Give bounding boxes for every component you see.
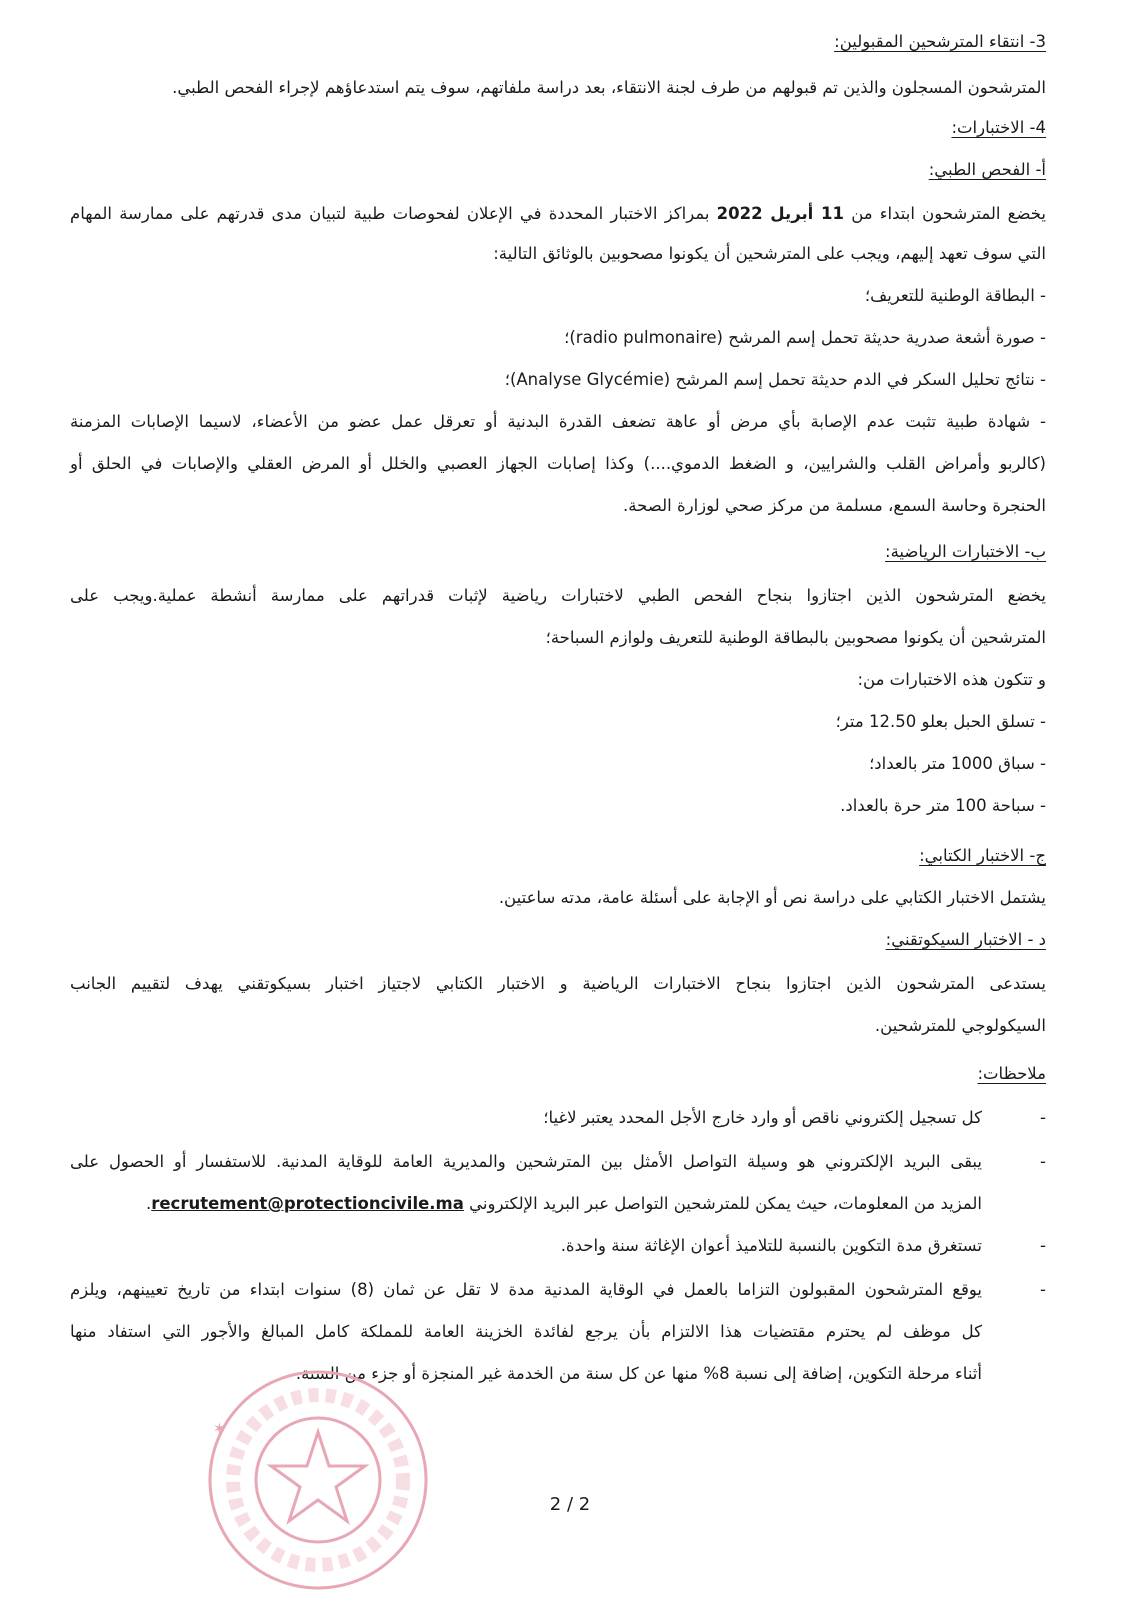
notes-heading: ملاحظات:	[977, 1064, 1046, 1083]
medical-doc-glycemia: - نتائج تحليل السكر في الدم حديثة تحمل إسم المرشح (Analyse Glycémie)؛	[504, 370, 1046, 389]
stamp-mark-icon: ✶	[212, 1419, 226, 1438]
note-email-line2: المزيد من المعلومات، حيث يمكن للمترشحين التواصل عبر البريد الإلكتروني recrutement@protectioncivile.ma.	[145, 1194, 982, 1213]
medical-doc-glycemia-ar: - نتائج تحليل السكر في الدم حديثة تحمل إسم المرشح	[675, 370, 1046, 389]
sports-line1: يخضع المترشحون الذين اجتازوا بنجاح الفحص الطبي لاختبارات رياضية لإثبات قدراتهم على ممارسة أنشطة عملية.ويجب على	[70, 586, 1046, 605]
medical-doc-glycemia-fr: (Analyse Glycémie)	[509, 370, 671, 389]
stamp-outer-ring	[210, 1372, 426, 1588]
medical-doc-xray-fr: (radio pulmonaire)	[569, 328, 723, 347]
medical-intro	[70, 202, 1046, 226]
sports-item-swim: - سباحة 100 متر حرة بالعداد.	[840, 796, 1046, 815]
medical-heading: أ- الفحص الطبي:	[928, 160, 1046, 179]
note-email-line1: يبقى البريد الإلكتروني هو وسيلة التواصل الأمثل بين المترشحين والمديرية العامة للوقاية المدنية. للاستفسار أو الحصول على	[70, 1152, 982, 1171]
medical-doc-xray-ar: - صورة أشعة صدرية حديثة تحمل إسم المرشح	[728, 328, 1046, 347]
note-email-text: المزيد من المعلومات، حيث يمكن للمترشحين التواصل عبر البريد الإلكتروني	[469, 1194, 982, 1213]
sports-item-rope: - تسلق الحبل بعلو 12.50 متر؛	[835, 712, 1046, 731]
note-commitment-line3: أثناء مرحلة التكوين، إضافة إلى نسبة 8% منها عن كل سنة من الخدمة غير المنجزة أو جزء من السنة.	[295, 1364, 982, 1383]
medical-intro-date: 11 أبريل 2022	[716, 204, 844, 223]
note-bullet: -	[1040, 1108, 1046, 1127]
medical-doc-id-card: - البطاقة الوطنية للتعريف؛	[864, 286, 1046, 305]
written-heading: ج- الاختبار الكتابي:	[919, 846, 1046, 865]
stamp-text-band	[233, 1395, 403, 1565]
note-commitment-line2: كل موظف لم يحترم مقتضيات هذا الالتزام بأن يرجع لفائدة الخزينة العامة للمملكة كامل المبالغ والأجور التي استفاد منها	[70, 1322, 982, 1341]
medical-intro-start: يخضع المترشحون ابتداء من	[851, 204, 1047, 223]
page-number: 2 / 2	[549, 1494, 591, 1515]
contact-email-link[interactable]: recrutement@protectioncivile.ma	[151, 1194, 464, 1213]
section3-heading: 3- انتقاء المترشحين المقبولين:	[834, 32, 1046, 51]
psycho-line2: السيكولوجي للمترشحين.	[874, 1016, 1046, 1035]
note-bullet: -	[1040, 1236, 1046, 1255]
note-commitment-line1: يوقع المترشحون المقبولون التزاما بالعمل في الوقاية المدنية مدة لا تقل عن ثمان (8) سنوات ابتداء من تاريخ تعيينهم، ويلزم	[70, 1280, 983, 1299]
sports-heading: ب- الاختبارات الرياضية:	[885, 542, 1046, 561]
note-incomplete-registration: كل تسجيل إلكتروني ناقص أو وارد خارج الأجل المحدد يعتبر لاغيا؛	[543, 1108, 982, 1127]
written-body: يشتمل الاختبار الكتابي على دراسة نص أو الإجابة على أسئلة عامة، مدته ساعتين.	[498, 888, 1046, 907]
sports-line2: المترشحين أن يكونوا مصحوبين بالبطاقة الوطنية للتعريف ولوازم السباحة؛	[545, 628, 1046, 647]
section3-body: المترشحون المسجلون والذين تم قبولهم من طرف لجنة الانتقاء، بعد دراسة ملفاتهم، سوف يتم استدعاؤهم لإجراء الفحص الطبي.	[172, 78, 1046, 97]
stamp-star-icon	[271, 1432, 365, 1521]
psycho-line1: يستدعى المترشحون الذين اجتازوا بنجاح الاختبارات الرياضية و الاختبار الكتابي لاجتياز اختبار بسيكوتقني يهدف لتقييم الجانب	[70, 974, 1046, 993]
note-bullet: -	[1040, 1152, 1046, 1171]
sports-item-race: - سباق 1000 متر بالعداد؛	[869, 754, 1046, 773]
note-training-duration: تستغرق مدة التكوين بالنسبة للتلاميذ أعوان الإغاثة سنة واحدة.	[560, 1236, 982, 1255]
medical-doc-certificate-line3: الحنجرة وحاسة السمع، مسلمة من مركز صحي لوزارة الصحة.	[623, 496, 1046, 515]
official-stamp	[198, 1360, 438, 1600]
medical-doc-certificate-line1: - شهادة طبية تثبت عدم الإصابة بأي مرض أو عاهة تضعف القدرة البدنية أو تعرقل عمل عضو من الأعضاء، لاسيما الإصابات المزمنة	[70, 412, 1046, 431]
medical-doc-certificate-line2: (كالربو وأمراض القلب والشرايين، و الضغط الدموي....) وكذا إصابات الجهاز العصبي والخلل أو المرض العقلي والإصابات في الحلق أو	[70, 454, 1046, 473]
medical-intro-end: بمراكز الاختبار المحددة في الإعلان لفحوصات طبية لتبيان مدى قدرتهم على ممارسة المهام	[70, 204, 710, 223]
sports-composed: و تتكون هذه الاختبارات من:	[857, 670, 1046, 689]
psycho-heading: د - الاختبار السيكوتقني:	[885, 930, 1046, 949]
note-bullet: -	[1040, 1280, 1046, 1299]
medical-doc-xray: - صورة أشعة صدرية حديثة تحمل إسم المرشح (radio pulmonaire)؛	[564, 328, 1046, 347]
section4-heading: 4- الاختبارات:	[951, 118, 1046, 137]
medical-intro-line2: التي سوف تعهد إليهم، ويجب على المترشحين أن يكونوا مصحوبين بالوثائق التالية:	[493, 244, 1046, 263]
